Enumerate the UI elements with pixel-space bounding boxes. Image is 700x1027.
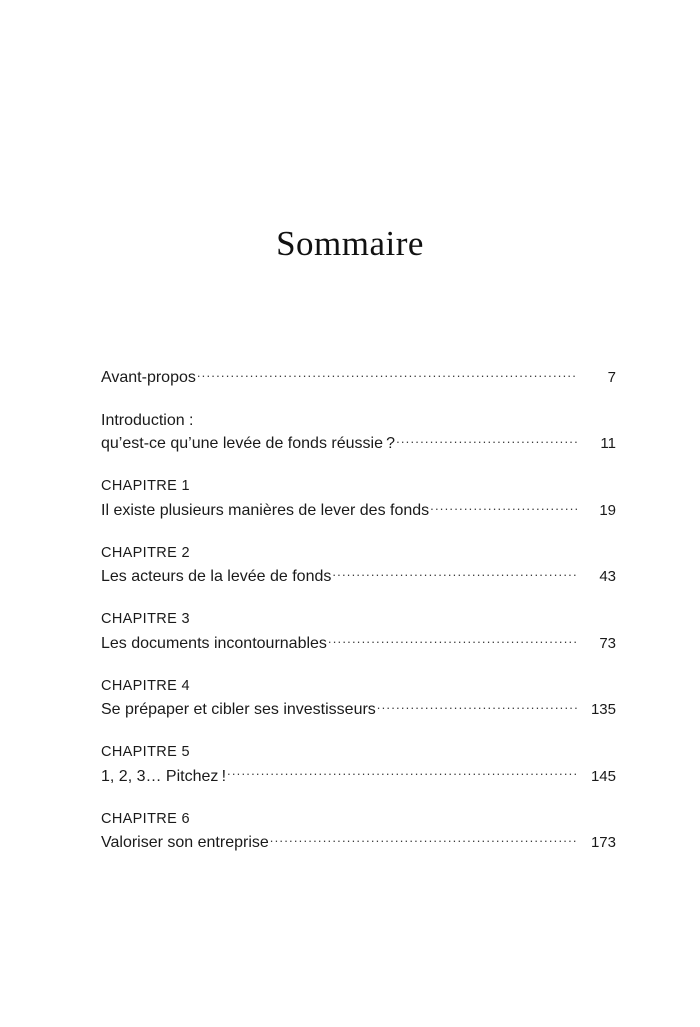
toc-entry-line	[101, 432, 616, 456]
toc-entry-page: 11	[600, 435, 616, 453]
toc-entry[interactable]	[101, 543, 616, 589]
toc-entry[interactable]	[101, 366, 616, 390]
toc-chapter-label: CHAPITRE 2	[101, 544, 190, 561]
toc-entry[interactable]	[101, 476, 616, 522]
toc-entry-page: 43	[599, 568, 616, 586]
toc-entry-title: 1, 2, 3… Pitchez !	[101, 767, 227, 785]
toc-entry-page: 7	[607, 369, 616, 386]
toc-chapter-label: CHAPITRE 1	[101, 478, 190, 495]
toc-leader-dots	[430, 499, 578, 515]
toc-leader-dots	[227, 765, 578, 781]
toc-leader-dots	[396, 432, 578, 448]
toc-entry-page: 173	[590, 834, 616, 852]
toc-entry[interactable]	[101, 609, 616, 655]
toc-entry-title: Il existe plusieurs manières de lever des fonds	[101, 501, 430, 519]
toc-entry-line	[101, 366, 616, 390]
toc-entry-page: 19	[599, 501, 616, 519]
page-title: Sommaire	[276, 224, 424, 263]
toc-chapter-label: CHAPITRE 3	[101, 611, 190, 628]
toc-entry-line	[101, 632, 616, 656]
toc-entry-title: Se prépaper et cibler ses investisseurs	[101, 701, 376, 719]
toc-entry-line	[101, 565, 616, 589]
toc-leader-dots	[377, 698, 578, 714]
toc-leader-dots	[197, 366, 578, 382]
table-of-contents	[101, 366, 616, 875]
toc-entry-line	[101, 765, 616, 789]
toc-entry-title: Les acteurs de la levée de fonds	[101, 568, 332, 586]
toc-chapter-label: CHAPITRE 5	[101, 744, 190, 761]
toc-chapter-label: CHAPITRE 4	[101, 677, 190, 694]
toc-entry[interactable]	[101, 809, 616, 855]
toc-entry-title: Valoriser son entreprise	[101, 834, 269, 852]
toc-chapter-label: CHAPITRE 6	[101, 810, 190, 827]
toc-entry-page: 135	[590, 701, 616, 719]
toc-entry[interactable]	[101, 742, 616, 788]
toc-entry-line	[101, 831, 616, 855]
toc-leader-dots	[328, 632, 578, 648]
toc-entry-page: 145	[590, 767, 616, 785]
toc-entry-page: 73	[599, 634, 616, 652]
toc-entry-title-line1: Introduction :	[101, 411, 194, 429]
toc-leader-dots	[270, 831, 578, 847]
toc-entry-title-line2: qu’est-ce qu’une levée de fonds réussie ?	[101, 435, 396, 453]
toc-entry[interactable]	[101, 676, 616, 722]
toc-leader-dots	[332, 565, 578, 581]
toc-entry-title: Avant-propos	[101, 369, 196, 386]
toc-entry-line	[101, 499, 616, 523]
toc-entry[interactable]	[101, 410, 616, 456]
toc-entry-line	[101, 698, 616, 722]
toc-entry-title: Les documents incontournables	[101, 634, 327, 652]
